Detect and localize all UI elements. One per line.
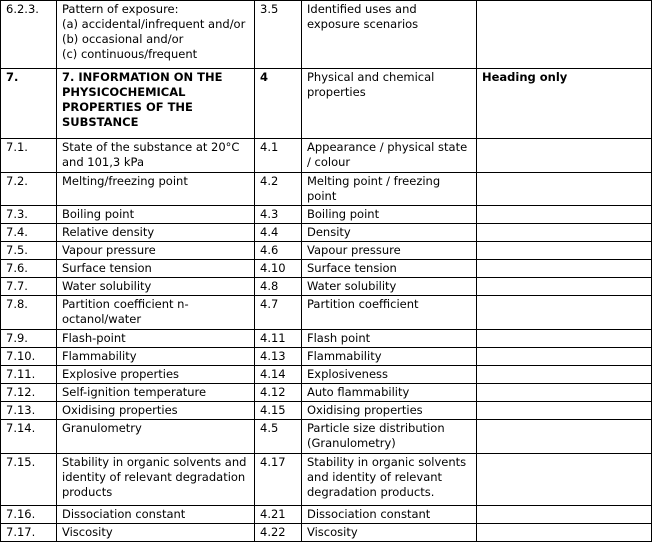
reference-number-cell: 4.17 bbox=[255, 454, 302, 506]
table-row bbox=[1, 330, 652, 348]
table-row bbox=[1, 420, 652, 454]
requirement-cell: Flash-point bbox=[57, 330, 255, 348]
property-cell: Viscosity bbox=[302, 524, 477, 542]
table-row bbox=[1, 348, 652, 366]
section-number-cell: 6.2.3. bbox=[1, 1, 57, 69]
remark-cell bbox=[477, 454, 652, 506]
section-number-cell: 7.11. bbox=[1, 366, 57, 384]
property-cell: Melting point / freezing point bbox=[302, 173, 477, 206]
section-number-cell: 7.6. bbox=[1, 260, 57, 278]
property-cell: Dissociation constant bbox=[302, 506, 477, 524]
remark-cell bbox=[477, 296, 652, 330]
remark-cell bbox=[477, 278, 652, 296]
requirement-cell: Flammability bbox=[57, 348, 255, 366]
reference-number-cell: 4.3 bbox=[255, 206, 302, 224]
property-cell: Explosiveness bbox=[302, 366, 477, 384]
table-row bbox=[1, 278, 652, 296]
reference-number-cell: 4.14 bbox=[255, 366, 302, 384]
requirement-cell: Surface tension bbox=[57, 260, 255, 278]
requirement-cell: Melting/freezing point bbox=[57, 173, 255, 206]
section-number-cell: 7.12. bbox=[1, 384, 57, 402]
requirement-cell: Pattern of exposure: (a) accidental/infrequent and/or (b) occasional and/or (c) continuous/frequent bbox=[57, 1, 255, 69]
requirement-cell: Relative density bbox=[57, 224, 255, 242]
section-number-cell: 7.17. bbox=[1, 524, 57, 542]
remark-cell bbox=[477, 330, 652, 348]
section-number-cell: 7.3. bbox=[1, 206, 57, 224]
section-number-cell: 7. bbox=[1, 69, 57, 139]
remark-cell bbox=[477, 420, 652, 454]
property-cell: Flash point bbox=[302, 330, 477, 348]
table-row bbox=[1, 69, 652, 139]
requirement-cell: Stability in organic solvents and identity of relevant degradation products bbox=[57, 454, 255, 506]
property-cell: Stability in organic solvents and identity of relevant degradation products. bbox=[302, 454, 477, 506]
section-number-cell: 7.8. bbox=[1, 296, 57, 330]
remark-cell: Heading only bbox=[477, 69, 652, 139]
requirement-cell: Vapour pressure bbox=[57, 242, 255, 260]
property-cell: Identified uses and exposure scenarios bbox=[302, 1, 477, 69]
remark-cell bbox=[477, 402, 652, 420]
section-number-cell: 7.4. bbox=[1, 224, 57, 242]
reference-number-cell: 4.11 bbox=[255, 330, 302, 348]
table-row bbox=[1, 296, 652, 330]
reference-number-cell: 4.10 bbox=[255, 260, 302, 278]
requirement-cell: Boiling point bbox=[57, 206, 255, 224]
table-row bbox=[1, 139, 652, 173]
table-body bbox=[1, 1, 652, 542]
section-number-cell: 7.9. bbox=[1, 330, 57, 348]
requirement-cell: Partition coefficient n- octanol/water bbox=[57, 296, 255, 330]
requirement-cell: Oxidising properties bbox=[57, 402, 255, 420]
reference-number-cell: 4.22 bbox=[255, 524, 302, 542]
reference-number-cell: 4 bbox=[255, 69, 302, 139]
section-number-cell: 7.2. bbox=[1, 173, 57, 206]
reference-number-cell: 4.13 bbox=[255, 348, 302, 366]
remark-cell bbox=[477, 173, 652, 206]
table-row bbox=[1, 260, 652, 278]
reference-number-cell: 4.6 bbox=[255, 242, 302, 260]
table-row bbox=[1, 384, 652, 402]
remark-cell bbox=[477, 260, 652, 278]
section-number-cell: 7.14. bbox=[1, 420, 57, 454]
table-row bbox=[1, 242, 652, 260]
requirement-cell: Viscosity bbox=[57, 524, 255, 542]
property-cell: Physical and chemical properties bbox=[302, 69, 477, 139]
property-cell: Vapour pressure bbox=[302, 242, 477, 260]
property-cell: Flammability bbox=[302, 348, 477, 366]
requirement-cell: Explosive properties bbox=[57, 366, 255, 384]
table-row bbox=[1, 173, 652, 206]
property-cell: Boiling point bbox=[302, 206, 477, 224]
requirement-cell: Granulometry bbox=[57, 420, 255, 454]
remark-cell bbox=[477, 506, 652, 524]
property-cell: Partition coefficient bbox=[302, 296, 477, 330]
remark-cell bbox=[477, 242, 652, 260]
reference-number-cell: 4.2 bbox=[255, 173, 302, 206]
table-row bbox=[1, 1, 652, 69]
remark-cell bbox=[477, 366, 652, 384]
remark-cell bbox=[477, 348, 652, 366]
requirement-cell: Dissociation constant bbox=[57, 506, 255, 524]
remark-cell bbox=[477, 139, 652, 173]
requirement-cell: 7. INFORMATION ON THE PHYSICOCHEMICAL PROPERTIES OF THE SUBSTANCE bbox=[57, 69, 255, 139]
requirement-cell: Self-ignition temperature bbox=[57, 384, 255, 402]
property-cell: Particle size distribution (Granulometry) bbox=[302, 420, 477, 454]
reference-number-cell: 4.12 bbox=[255, 384, 302, 402]
table-row bbox=[1, 206, 652, 224]
table-row bbox=[1, 454, 652, 506]
section-number-cell: 7.15. bbox=[1, 454, 57, 506]
remark-cell bbox=[477, 524, 652, 542]
section-number-cell: 7.5. bbox=[1, 242, 57, 260]
requirement-cell: Water solubility bbox=[57, 278, 255, 296]
property-cell: Appearance / physical state / colour bbox=[302, 139, 477, 173]
section-number-cell: 7.10. bbox=[1, 348, 57, 366]
reference-number-cell: 4.5 bbox=[255, 420, 302, 454]
reference-number-cell: 4.4 bbox=[255, 224, 302, 242]
property-cell: Auto flammability bbox=[302, 384, 477, 402]
table-row bbox=[1, 506, 652, 524]
table-row bbox=[1, 402, 652, 420]
section-number-cell: 7.7. bbox=[1, 278, 57, 296]
table-row bbox=[1, 524, 652, 542]
remark-cell bbox=[477, 206, 652, 224]
remark-cell bbox=[477, 1, 652, 69]
section-number-cell: 7.16. bbox=[1, 506, 57, 524]
reference-number-cell: 4.21 bbox=[255, 506, 302, 524]
reference-number-cell: 4.8 bbox=[255, 278, 302, 296]
remark-cell bbox=[477, 384, 652, 402]
property-cell: Surface tension bbox=[302, 260, 477, 278]
table-row bbox=[1, 366, 652, 384]
reference-number-cell: 4.15 bbox=[255, 402, 302, 420]
property-cell: Density bbox=[302, 224, 477, 242]
reference-number-cell: 4.1 bbox=[255, 139, 302, 173]
reference-number-cell: 3.5 bbox=[255, 1, 302, 69]
property-cell: Water solubility bbox=[302, 278, 477, 296]
table-row bbox=[1, 224, 652, 242]
property-cell: Oxidising properties bbox=[302, 402, 477, 420]
reference-number-cell: 4.7 bbox=[255, 296, 302, 330]
requirement-cell: State of the substance at 20°C and 101,3 kPa bbox=[57, 139, 255, 173]
section-number-cell: 7.13. bbox=[1, 402, 57, 420]
remark-cell bbox=[477, 224, 652, 242]
section-number-cell: 7.1. bbox=[1, 139, 57, 173]
